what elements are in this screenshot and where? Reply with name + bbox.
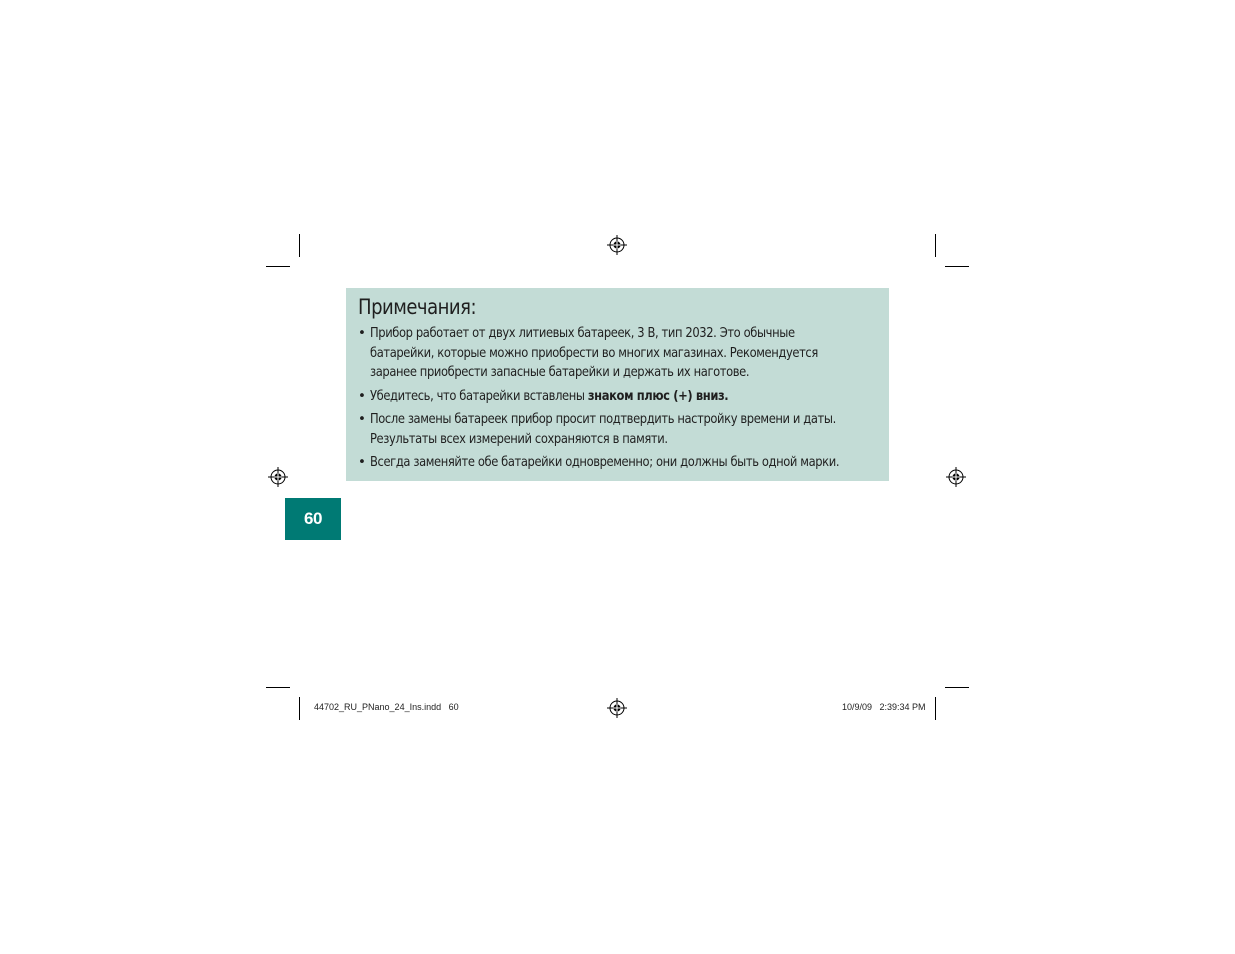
notes-title: Примечания: bbox=[358, 295, 477, 319]
crop-mark-top-left-vertical bbox=[299, 234, 300, 257]
note-line: батарейки, которые можно приобрести во многих магазинах. Рекомендуется bbox=[370, 345, 818, 361]
slug-filename: 44702_RU_PNano_24_Ins.indd 60 bbox=[314, 702, 459, 712]
bullet: • bbox=[358, 388, 366, 404]
note-line: Всегда заменяйте обе батарейки одновременно; они должны быть одной марки. bbox=[370, 455, 840, 470]
note-item-replace-both bbox=[358, 453, 879, 473]
page-number-tab: 60 bbox=[285, 498, 341, 540]
note-item-batteries bbox=[358, 324, 879, 383]
note-item-time-date bbox=[358, 410, 879, 449]
notes-box bbox=[346, 288, 889, 481]
crop-mark-top-right-vertical bbox=[935, 234, 936, 257]
crop-mark-bottom-right-horizontal bbox=[945, 687, 969, 688]
note-emphasis: знаком плюс (+) вниз. bbox=[587, 388, 729, 404]
bullet: • bbox=[358, 412, 366, 427]
crop-mark-top-left-horizontal bbox=[266, 266, 290, 267]
note-line: Прибор работает от двух литиевых батареек, 3 В, тип 2032. Это обычные bbox=[370, 326, 795, 341]
note-text: Убедитесь, что батарейки вставлены bbox=[370, 388, 588, 404]
registration-crosshair-icon bbox=[607, 235, 627, 255]
note-line: После замены батареек прибор просит подтвердить настройку времени и даты. bbox=[370, 412, 836, 427]
crop-mark-bottom-right-vertical bbox=[935, 697, 936, 720]
crop-mark-bottom-left-vertical bbox=[299, 697, 300, 720]
note-line: Результаты всех измерений сохраняются в памяти. bbox=[370, 431, 668, 447]
registration-crosshair-icon bbox=[946, 467, 966, 487]
bullet: • bbox=[358, 455, 366, 470]
note-item-polarity bbox=[358, 387, 879, 407]
slug-datetime: 10/9/09 2:39:34 PM bbox=[842, 702, 926, 712]
registration-crosshair-icon bbox=[268, 467, 288, 487]
bullet: • bbox=[358, 326, 366, 341]
note-line: заранее приобрести запасные батарейки и держать их наготове. bbox=[370, 365, 750, 380]
crop-mark-bottom-left-horizontal bbox=[266, 687, 290, 688]
crop-mark-top-right-horizontal bbox=[945, 266, 969, 267]
notes-list bbox=[358, 324, 879, 473]
registration-crosshair-icon bbox=[607, 698, 627, 718]
note-line bbox=[370, 387, 808, 407]
